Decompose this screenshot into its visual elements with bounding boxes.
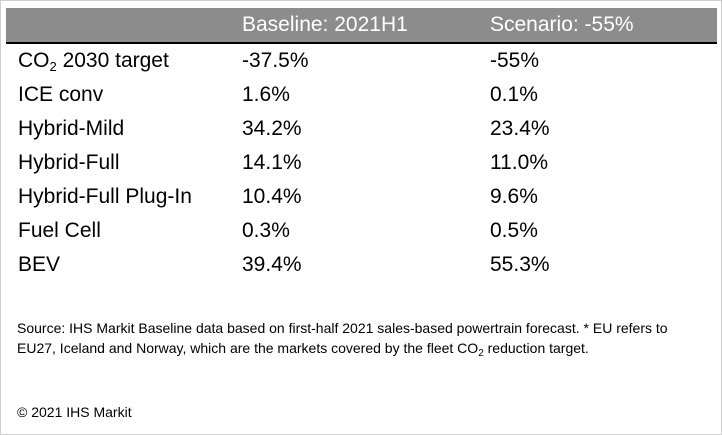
cell-baseline: 34.2%: [242, 117, 302, 140]
copyright-notice: © 2021 IHS Markit: [17, 404, 132, 420]
cell-baseline: 39.4%: [242, 253, 302, 276]
table-row: [6, 78, 717, 112]
row-label: Fuel Cell: [18, 219, 101, 242]
co2-suffix: 2030 target: [56, 49, 169, 72]
source-note-text: Source: IHS Markit Baseline data based on first-half 2021 sales-based powertrain forecast. * EU refers to EU27, Iceland and Norway, which are the markets covered by the fleet CO: [17, 320, 668, 356]
cell-scenario: 0.1%: [490, 83, 538, 106]
cell-baseline: 14.1%: [242, 151, 302, 174]
table-row: [6, 146, 717, 180]
cell-baseline: 0.3%: [242, 219, 290, 242]
header-baseline: Baseline: 2021H1: [242, 8, 490, 43]
cell-scenario: 55.3%: [490, 253, 550, 276]
row-label: BEV: [18, 253, 61, 276]
header-blank-cell: [6, 8, 242, 43]
source-note: [17, 318, 707, 358]
cell-baseline: 1.6%: [242, 83, 290, 106]
cell-scenario: 0.5%: [490, 219, 538, 242]
row-label-co2-target: [6, 43, 242, 78]
table-row: [6, 180, 717, 214]
cell-scenario: 11.0%: [490, 151, 548, 174]
row-label: Hybrid-Full: [18, 151, 120, 174]
source-note-subscript: 2: [478, 348, 484, 359]
cell-scenario: 9.6%: [490, 185, 538, 208]
table-row: [6, 112, 717, 146]
row-label: Hybrid-Mild: [18, 117, 125, 140]
powertrain-share-table: [6, 8, 717, 282]
table-row: [6, 248, 717, 282]
co2-subscript: 2: [49, 59, 57, 74]
cell-baseline: 10.4%: [242, 185, 302, 208]
cell-scenario: -55%: [490, 49, 540, 72]
cell-scenario: 23.4%: [490, 117, 550, 140]
co2-prefix: CO: [18, 49, 50, 72]
table-header-row: [6, 8, 717, 43]
table-row: [6, 43, 717, 78]
cell-baseline: -37.5%: [242, 49, 309, 72]
row-label: ICE conv: [18, 83, 104, 106]
header-scenario: Scenario: -55%: [490, 8, 717, 43]
row-label: Hybrid-Full Plug-In: [18, 185, 192, 208]
table-row: [6, 214, 717, 248]
source-note-tail: reduction target.: [483, 340, 589, 356]
